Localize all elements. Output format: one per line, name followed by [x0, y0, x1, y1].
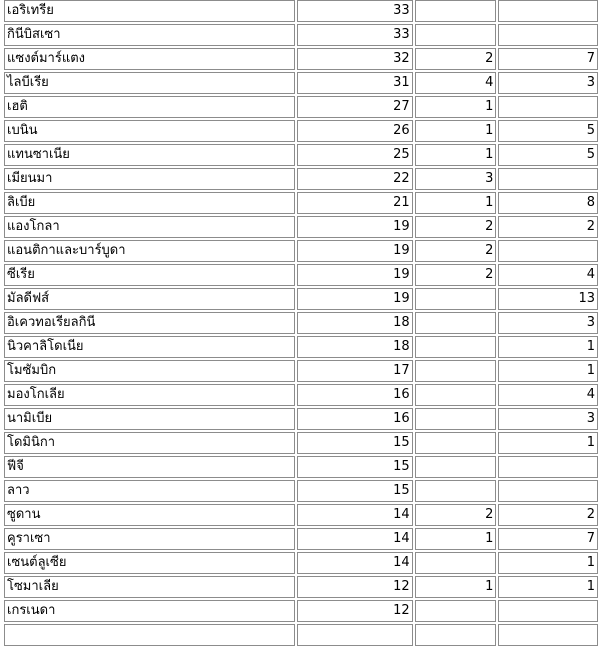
country-name-cell: เอริเทรีย [4, 0, 295, 22]
value-column-2-cell: 1 [415, 96, 497, 118]
table-row [4, 480, 598, 502]
country-name-cell: นิวคาลิโดเนีย [4, 336, 295, 358]
value-column-3-cell: 13 [498, 288, 598, 310]
value-column-1-cell: 31 [297, 72, 413, 94]
country-name-cell: โดมินิกา [4, 432, 295, 454]
value-column-1-cell: 14 [297, 528, 413, 550]
value-column-1-cell: 21 [297, 192, 413, 214]
table-row [4, 264, 598, 286]
table-row [4, 288, 598, 310]
country-name-cell [4, 624, 295, 646]
table-row [4, 72, 598, 94]
country-data-table [2, 0, 600, 648]
value-column-2-cell [415, 384, 497, 406]
table-row [4, 360, 598, 382]
value-column-1-cell: 32 [297, 48, 413, 70]
value-column-2-cell [415, 480, 497, 502]
value-column-3-cell [498, 96, 598, 118]
value-column-3-cell [498, 456, 598, 478]
value-column-3-cell: 2 [498, 504, 598, 526]
value-column-3-cell: 7 [498, 528, 598, 550]
table-row [4, 96, 598, 118]
country-name-cell: เซนต์ลูเซีย [4, 552, 295, 574]
value-column-1-cell: 33 [297, 0, 413, 22]
value-column-1-cell: 14 [297, 552, 413, 574]
table-row [4, 576, 598, 598]
value-column-3-cell: 1 [498, 432, 598, 454]
country-name-cell: เกรเนดา [4, 600, 295, 622]
table-row [4, 168, 598, 190]
value-column-3-cell [498, 168, 598, 190]
value-column-2-cell: 1 [415, 120, 497, 142]
country-name-cell: ลิเบีย [4, 192, 295, 214]
country-name-cell: โซมาเลีย [4, 576, 295, 598]
value-column-2-cell: 2 [415, 264, 497, 286]
table-row [4, 432, 598, 454]
value-column-2-cell: 2 [415, 504, 497, 526]
value-column-1-cell: 18 [297, 312, 413, 334]
country-name-cell: ซูดาน [4, 504, 295, 526]
value-column-1-cell: 22 [297, 168, 413, 190]
country-name-cell: คูราเซา [4, 528, 295, 550]
table-row [4, 216, 598, 238]
table-row [4, 336, 598, 358]
table-row [4, 312, 598, 334]
value-column-1-cell: 19 [297, 288, 413, 310]
value-column-3-cell [498, 624, 598, 646]
value-column-3-cell: 4 [498, 264, 598, 286]
value-column-3-cell [498, 24, 598, 46]
value-column-2-cell [415, 24, 497, 46]
value-column-3-cell: 3 [498, 312, 598, 334]
country-name-cell: อิเควทอเรียลกินี [4, 312, 295, 334]
table-row [4, 240, 598, 262]
value-column-3-cell: 1 [498, 576, 598, 598]
table-row [4, 456, 598, 478]
value-column-2-cell [415, 288, 497, 310]
value-column-2-cell [415, 600, 497, 622]
value-column-3-cell: 7 [498, 48, 598, 70]
value-column-1-cell: 16 [297, 408, 413, 430]
table-row [4, 600, 598, 622]
table-row [4, 192, 598, 214]
value-column-3-cell [498, 240, 598, 262]
table-row [4, 144, 598, 166]
country-name-cell: มัลดีฟส์ [4, 288, 295, 310]
value-column-1-cell: 12 [297, 600, 413, 622]
value-column-2-cell: 4 [415, 72, 497, 94]
value-column-2-cell: 1 [415, 192, 497, 214]
value-column-1-cell [297, 624, 413, 646]
country-name-cell: ซีเรีย [4, 264, 295, 286]
country-name-cell: มองโกเลีย [4, 384, 295, 406]
value-column-2-cell: 3 [415, 168, 497, 190]
value-column-1-cell: 15 [297, 480, 413, 502]
value-column-1-cell: 27 [297, 96, 413, 118]
value-column-3-cell: 5 [498, 144, 598, 166]
value-column-2-cell: 2 [415, 240, 497, 262]
value-column-2-cell [415, 432, 497, 454]
value-column-2-cell [415, 312, 497, 334]
country-name-cell: ลาว [4, 480, 295, 502]
value-column-1-cell: 33 [297, 24, 413, 46]
table-row [4, 384, 598, 406]
country-name-cell: ฟีจี [4, 456, 295, 478]
value-column-1-cell: 18 [297, 336, 413, 358]
country-name-cell: แอนติกาและบาร์บูดา [4, 240, 295, 262]
value-column-1-cell: 15 [297, 456, 413, 478]
value-column-1-cell: 15 [297, 432, 413, 454]
table-row [4, 24, 598, 46]
country-name-cell: แซงต์มาร์แตง [4, 48, 295, 70]
value-column-2-cell [415, 360, 497, 382]
value-column-3-cell: 2 [498, 216, 598, 238]
value-column-3-cell: 4 [498, 384, 598, 406]
country-name-cell: แทนซาเนีย [4, 144, 295, 166]
value-column-3-cell: 1 [498, 360, 598, 382]
value-column-2-cell [415, 552, 497, 574]
value-column-2-cell: 1 [415, 576, 497, 598]
value-column-1-cell: 14 [297, 504, 413, 526]
country-name-cell: เฮติ [4, 96, 295, 118]
value-column-1-cell: 25 [297, 144, 413, 166]
value-column-2-cell: 1 [415, 144, 497, 166]
table-row [4, 48, 598, 70]
table-row [4, 528, 598, 550]
value-column-3-cell [498, 480, 598, 502]
value-column-1-cell: 26 [297, 120, 413, 142]
value-column-3-cell: 3 [498, 408, 598, 430]
country-name-cell: ไลบีเรีย [4, 72, 295, 94]
value-column-1-cell: 17 [297, 360, 413, 382]
value-column-2-cell [415, 0, 497, 22]
value-column-3-cell [498, 600, 598, 622]
value-column-3-cell [498, 0, 598, 22]
value-column-1-cell: 19 [297, 240, 413, 262]
value-column-2-cell: 2 [415, 216, 497, 238]
value-column-1-cell: 16 [297, 384, 413, 406]
country-name-cell: โมซัมบิก [4, 360, 295, 382]
value-column-1-cell: 19 [297, 264, 413, 286]
table-row [4, 504, 598, 526]
value-column-3-cell: 8 [498, 192, 598, 214]
table-row [4, 624, 598, 646]
value-column-3-cell: 1 [498, 336, 598, 358]
value-column-2-cell [415, 456, 497, 478]
value-column-2-cell [415, 624, 497, 646]
country-name-cell: แองโกลา [4, 216, 295, 238]
value-column-2-cell [415, 408, 497, 430]
value-column-3-cell: 3 [498, 72, 598, 94]
country-name-cell: เบนิน [4, 120, 295, 142]
value-column-2-cell [415, 336, 497, 358]
country-name-cell: นามิเบีย [4, 408, 295, 430]
table-row [4, 408, 598, 430]
table-body [4, 0, 598, 646]
value-column-3-cell: 5 [498, 120, 598, 142]
table-row [4, 0, 598, 22]
value-column-2-cell: 1 [415, 528, 497, 550]
country-name-cell: เมียนมา [4, 168, 295, 190]
table-row [4, 120, 598, 142]
country-name-cell: กินีบิสเซา [4, 24, 295, 46]
value-column-3-cell: 1 [498, 552, 598, 574]
table-row [4, 552, 598, 574]
value-column-1-cell: 19 [297, 216, 413, 238]
value-column-2-cell: 2 [415, 48, 497, 70]
value-column-1-cell: 12 [297, 576, 413, 598]
